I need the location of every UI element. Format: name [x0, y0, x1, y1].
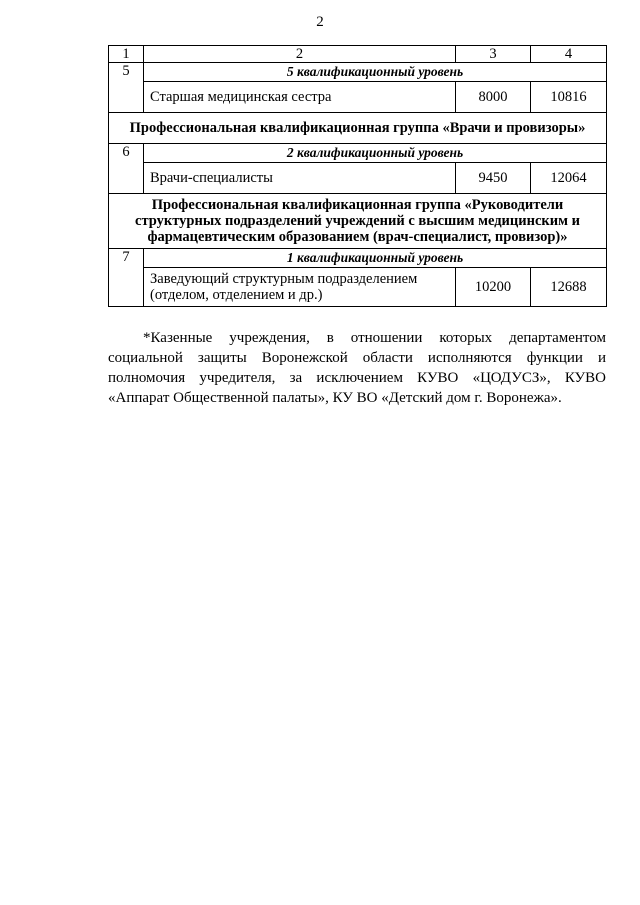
table-row: [109, 163, 607, 194]
salary-value-col4: 10816: [531, 82, 607, 113]
footnote: *Казенные учреждения, в отношении которых департаментом социальной защиты Воронежской области исполняются функции и полномочия учредителя, за исключением КУВО «ЦОДУСЗ», КУВО «Аппарат Общественной палаты», КУ ВО «Детский дом г. Воронежа».: [108, 330, 606, 406]
column-number-1: 1: [109, 46, 144, 63]
salary-value-col3: 8000: [456, 82, 531, 113]
qualification-level-title: 1 квалификационный уровень: [144, 249, 607, 268]
salary-value-col3: 10200: [456, 268, 531, 307]
page-number: 2: [316, 14, 324, 30]
qualification-level-title: 5 квалификационный уровень: [144, 63, 607, 82]
salary-value-col4: 12688: [531, 268, 607, 307]
table-row-level-2: [109, 144, 607, 163]
position-name: Врачи-специалисты: [144, 163, 456, 194]
salary-value-col4: 12064: [531, 163, 607, 194]
qualification-group-row: [109, 113, 607, 144]
table-row-level-5: [109, 63, 607, 82]
row-number: 5: [109, 63, 144, 113]
column-number-3: 3: [456, 46, 531, 63]
row-number: 7: [109, 249, 144, 307]
qualification-group-title: Профессиональная квалификационная группа «Врачи и провизоры»: [109, 113, 607, 144]
column-number-2: 2: [144, 46, 456, 63]
position-name: Старшая медицинская сестра: [144, 82, 456, 113]
row-number: 6: [109, 144, 144, 194]
table-row: [109, 268, 607, 307]
qualification-group-row: [109, 194, 607, 249]
salary-value-col3: 9450: [456, 163, 531, 194]
salary-table: [108, 45, 607, 307]
table-row: [109, 82, 607, 113]
table-row-level-1: [109, 249, 607, 268]
column-number-4: 4: [531, 46, 607, 63]
qualification-group-title: Профессиональная квалификационная группа «Руководители структурных подразделений учреждений с высшим медицинским и фармацевтическим образованием (врач-специалист, провизор)»: [109, 194, 607, 249]
qualification-level-title: 2 квалификационный уровень: [144, 144, 607, 163]
position-name: Заведующий структурным подразделением (отделом, отделением и др.): [144, 268, 456, 307]
table-header-row: [109, 46, 607, 63]
